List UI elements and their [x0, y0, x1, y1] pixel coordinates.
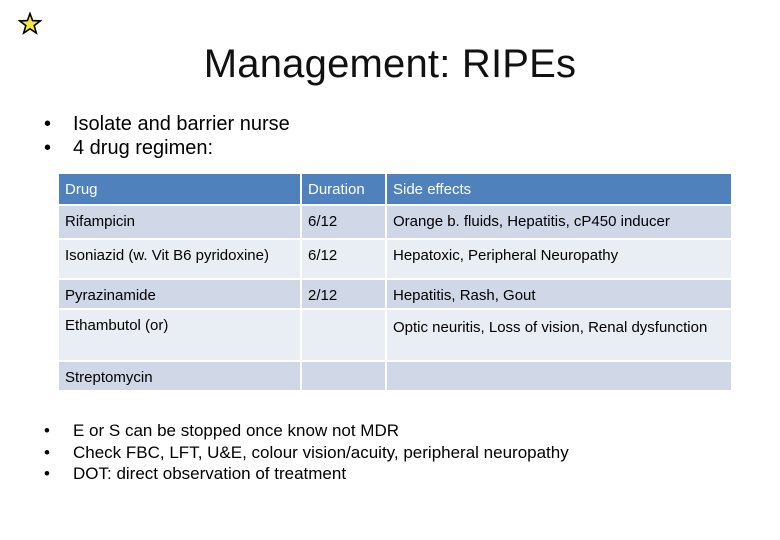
table-row [58, 279, 732, 309]
header-duration: Duration [301, 173, 386, 205]
drug-cell: Ethambutol (or) [58, 309, 301, 361]
table-row [58, 309, 732, 361]
header-side-effects: Side effects [386, 173, 732, 205]
bottom-bullet-list [44, 420, 569, 485]
bullet-dot: • [44, 464, 50, 483]
bullet-item [44, 136, 290, 160]
table-row [58, 205, 732, 239]
side-effects-cell: Hepatoxic, Peripheral Neuropathy [386, 239, 732, 279]
bullet-item [44, 420, 569, 442]
drug-cell: Pyrazinamide [58, 279, 301, 309]
side-effects-cell: Optic neuritis, Loss of vision, Renal dysfunction [386, 309, 732, 361]
drug-cell: Isoniazid (w. Vit B6 pyridoxine) [58, 239, 301, 279]
duration-cell [301, 309, 386, 361]
bullet-dot: • [44, 137, 52, 159]
bullet-item [44, 463, 569, 485]
top-bullet-list [44, 112, 290, 160]
drug-cell: Streptomycin [58, 361, 301, 391]
table-header-row [58, 173, 732, 205]
bullet-text: E or S can be stopped once know not MDR [73, 421, 400, 440]
table-row [58, 361, 732, 391]
bullet-text: 4 drug regimen: [73, 137, 214, 159]
drug-regimen-table [57, 172, 733, 392]
duration-cell: 2/12 [301, 279, 386, 309]
bullet-text: Isolate and barrier nurse [73, 113, 290, 135]
duration-cell [301, 361, 386, 391]
duration-cell: 6/12 [301, 239, 386, 279]
slide-title: Management: RIPEs [203, 42, 577, 86]
side-effects-cell: Orange b. fluids, Hepatitis, cP450 inducer [386, 205, 732, 239]
star-icon [18, 12, 42, 36]
header-drug: Drug [58, 173, 301, 205]
bullet-item [44, 112, 290, 136]
table-row [58, 239, 732, 279]
duration-cell: 6/12 [301, 205, 386, 239]
bullet-text: Check FBC, LFT, U&E, colour vision/acuity, peripheral neuropathy [73, 442, 569, 462]
bullet-dot: • [44, 113, 52, 135]
side-effects-cell [386, 361, 732, 391]
bullet-dot: • [44, 421, 50, 440]
drug-cell: Rifampicin [58, 205, 301, 239]
side-effects-cell: Hepatitis, Rash, Gout [386, 279, 732, 309]
bullet-text: DOT: direct observation of treatment [73, 464, 347, 483]
bullet-item [44, 442, 569, 464]
bullet-dot: • [44, 442, 50, 462]
